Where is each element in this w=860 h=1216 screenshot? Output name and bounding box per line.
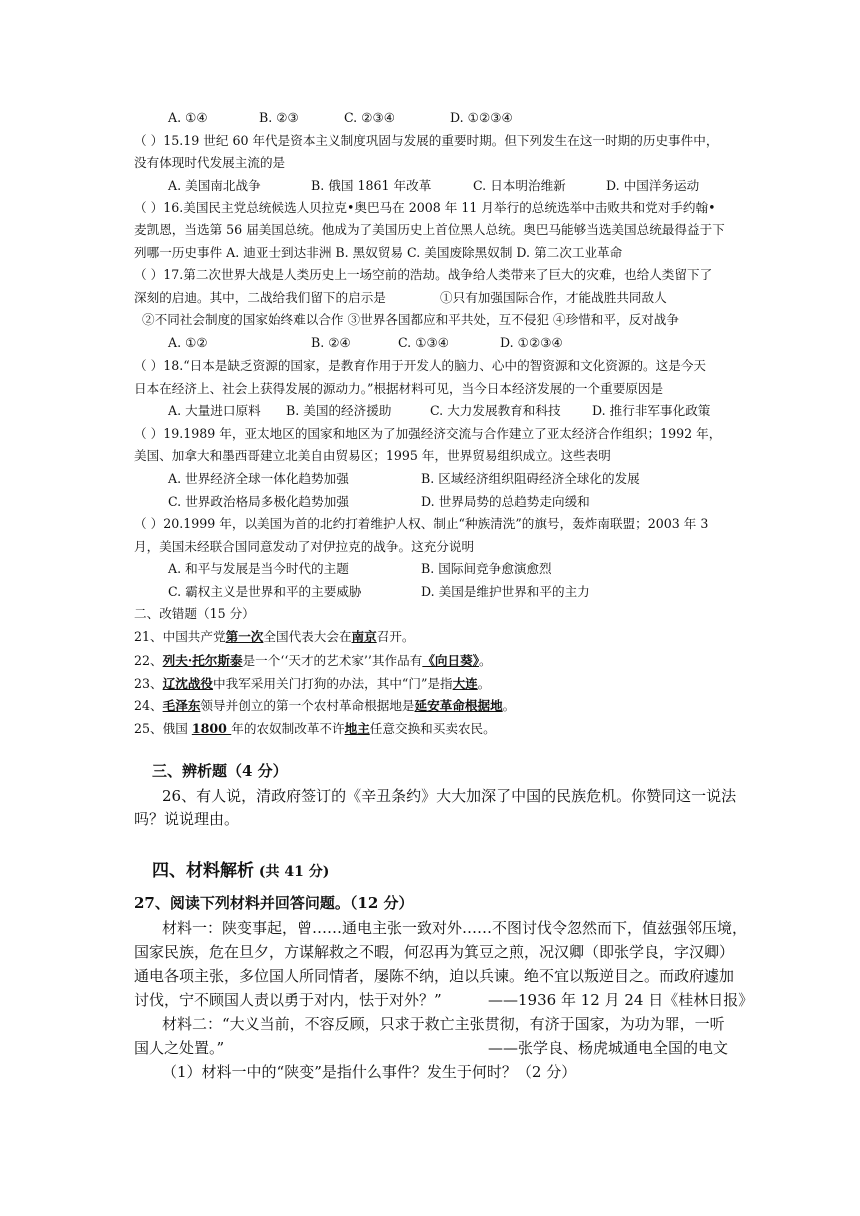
q17-option-c: C. ①③④ [398, 335, 450, 350]
q23-text-3: 。 [477, 676, 491, 691]
q27-sub-1: （1）材料一中的“陕变”是指什么事件？发生于何时？（2 分） [162, 1063, 577, 1081]
q17-option-b: B. ②④ [311, 335, 351, 350]
q21-text-2: 全国代表大会在 [263, 629, 352, 644]
q17-line-2b: ①只有加强国际合作，才能战胜共同敌人 [440, 290, 667, 305]
q15-line-2: 没有体现时代发展主流的是 [134, 155, 286, 170]
q14-option-a: A. ①④ [168, 110, 208, 125]
q17-line-1: （ ）17.第二次世界大战是人类历史上一场空前的浩劫。战争给人类带来了巨大的灾难，也给人类留下了 [134, 267, 713, 282]
q19-option-c: C. 世界政治格局多极化趋势加强 [168, 494, 349, 509]
material-1-line-2: 国家民族，危在旦夕，方谋解救之不暇，何忍再为箕豆之煎，况汉卿（即张学良，字汉卿） [134, 943, 735, 961]
q15-option-d: D. 中国洋务运动 [606, 178, 700, 193]
material-2-source: ——张学良、杨虎城通电全国的电文 [488, 1039, 729, 1057]
q20-option-a: A. 和平与发展是当今时代的主题 [168, 561, 349, 576]
q19-line-2: 美国、加拿大和墨西哥建立北美自由贸易区；1995 年，世界贸易组织成立。这些表明 [134, 448, 611, 463]
material-1-line-1: 材料一：陕变事起，曾……通电主张一致对外……不图讨伐令忽然而下，值兹强邻压境， [162, 919, 748, 937]
q25-underlined-2: 地主 [344, 721, 370, 736]
q24-underlined-1: 毛泽东 [162, 698, 201, 713]
q15-option-c: C. 日本明治维新 [473, 178, 566, 193]
q24-underlined-2: 延安革命根据地 [414, 698, 503, 713]
q22-text-2: 是一个‘‘天才的艺术家’’其作品有 [242, 653, 423, 668]
q20-option-b: B. 国际间竞争愈演愈烈 [421, 561, 552, 576]
section-2-title: 二、改错题（15 分） [134, 606, 255, 621]
section-4-title-score: (共 41 分) [254, 864, 330, 880]
q25-underlined-1: 1800 [191, 721, 232, 736]
q24-text-3: 。 [502, 698, 516, 713]
q23-underlined-2: 大连 [452, 676, 478, 691]
q26-line-1: 26、有人说，清政府签订的《辛丑条约》大大加深了中国的民族危机。你赞同这一说法 [162, 787, 737, 805]
q20-option-d: D. 美国是维护世界和平的主力 [421, 584, 590, 599]
q17-line-2a: 深刻的启迪。其中，二战给我们留下的启示是 [134, 290, 386, 305]
section-4-title [152, 860, 329, 883]
q23 [134, 675, 490, 693]
q20-line-1: （ ）20.1999 年，以美国为首的北约打着维护人权、制止“种族清洗”的旗号，轰炸南联盟；2003 年 3 [134, 516, 709, 531]
q20-line-2: 月，美国未经联合国同意发动了对伊拉克的战争。这充分说明 [134, 539, 475, 554]
q19-option-a: A. 世界经济全球一体化趋势加强 [168, 471, 349, 486]
q18-line-2: 日本在经济上、社会上获得发展的源动力。”根据材料可见，当今日本经济发展的一个重要原因是 [134, 381, 664, 396]
q15-line-1: （ ）15.19 世纪 60 年代是资本主义制度巩固与发展的重要时期。但下列发生在这一时期的历史事件中， [134, 133, 719, 148]
q23-text-1: 23、 [134, 676, 163, 691]
q25-text-1: 25、俄国 [134, 721, 192, 736]
q22 [134, 652, 492, 670]
q16-line-1: （ ）16.美国民主党总统候选人贝拉克•奥巴马在 2008 年 11 月举行的总统选举中击败共和党对手约翰• [134, 200, 716, 215]
q16-line-2: 麦凯恩，当选第 56 届美国总统。他成为了美国历史上首位黑人总统。奥巴马能够当选美国总统最得益于下 [134, 222, 725, 237]
q18-option-b: B. 美国的经济援助 [286, 403, 392, 418]
q14-option-d: D. ①②③④ [450, 110, 513, 125]
q14-option-c: C. ②③④ [344, 110, 396, 125]
q23-underlined-1: 辽沈战役 [162, 676, 213, 691]
q21-underlined-1: 第一次 [225, 629, 264, 644]
q25-text-2: 年的农奴制改革不许 [231, 721, 345, 736]
q23-text-2: 中我军采用关门打狗的办法，其中“门”是指 [213, 676, 453, 691]
q17-line-3: ②不同社会制度的国家始终难以合作 ③世界各国都应和平共处，互不侵犯 ④珍惜和平，反对战争 [142, 312, 679, 327]
material-2-line-2: 国人之处置。” [134, 1039, 225, 1057]
q18-option-a: A. 大量进口原料 [168, 403, 261, 418]
q15-option-b: B. 俄国 1861 年改革 [311, 178, 432, 193]
q18-line-1: （ ）18.“日本是缺乏资源的国家，是教育作用于开发人的脑力、心中的智资源和文化资源的。这是今天 [134, 358, 707, 373]
q26-line-2: 吗？说说理由。 [134, 810, 240, 828]
q20-option-c: C. 霸权主义是世界和平的主要威胁 [168, 584, 362, 599]
q24-text-2: 领导并创立的第一个农村革命根据地是 [200, 698, 415, 713]
q21-underlined-2: 南京 [351, 629, 377, 644]
q17-option-d: D. ①②③④ [500, 335, 563, 350]
q24 [134, 697, 515, 715]
q15-option-a: A. 美国南北战争 [168, 178, 261, 193]
material-2-line-1: 材料二：“大义当前，不容反顾，只求于救亡主张贯彻，有济于国家，为功为罪，一听 [162, 1015, 725, 1033]
q21 [134, 628, 415, 646]
material-1-line-4: 讨伐，宁不顾国人责以勇于对内，怯于对外？” [134, 991, 442, 1009]
q19-option-d: D. 世界局势的总趋势走向缓和 [421, 494, 590, 509]
q19-line-1: （ ）19.1989 年，亚太地区的国家和地区为了加强经济交流与合作建立了亚太经济合作组织；1992 年， [134, 426, 722, 441]
q25 [134, 720, 496, 738]
material-1-source: ——1936 年 12 月 24 日《桂林日报》 [488, 991, 754, 1009]
section-4-title-main: 四、材料解析 [152, 861, 254, 881]
q22-text-1: 22、 [134, 653, 163, 668]
q17-option-a: A. ①② [168, 335, 208, 350]
q18-option-d: D. 推行非军事化政策 [592, 403, 711, 418]
q21-text-1: 21、中国共产党 [134, 629, 226, 644]
q25-text-3: 任意交换和买卖农民。 [369, 721, 496, 736]
q16-line-3: 列哪一历史事件 A. 迪亚士到达非洲 B. 黑奴贸易 C. 美国废除黑奴制 D. 第二次工业革命 [134, 245, 623, 260]
q14-option-b: B. ②③ [259, 110, 299, 125]
q18-option-c: C. 大力发展教育和科技 [430, 403, 561, 418]
q22-underlined-1: 列夫·托尔斯泰 [162, 653, 243, 668]
q22-text-3: 。 [478, 653, 492, 668]
q24-text-1: 24、 [134, 698, 163, 713]
q22-underlined-2: 《向日葵》 [422, 653, 479, 668]
q21-text-3: 召开。 [376, 629, 415, 644]
q19-option-b: B. 区域经济组织阻碍经济全球化的发展 [421, 471, 640, 486]
material-1-line-3: 通电各项主张，多位国人所同情者，屡陈不纳，迫以兵谏。绝不宜以叛逆目之。而政府遽加 [134, 967, 735, 985]
q27-title: 27、阅读下列材料并回答问题。（12 分） [134, 894, 414, 912]
section-3-title: 三、辨析题（4 分） [152, 762, 288, 780]
